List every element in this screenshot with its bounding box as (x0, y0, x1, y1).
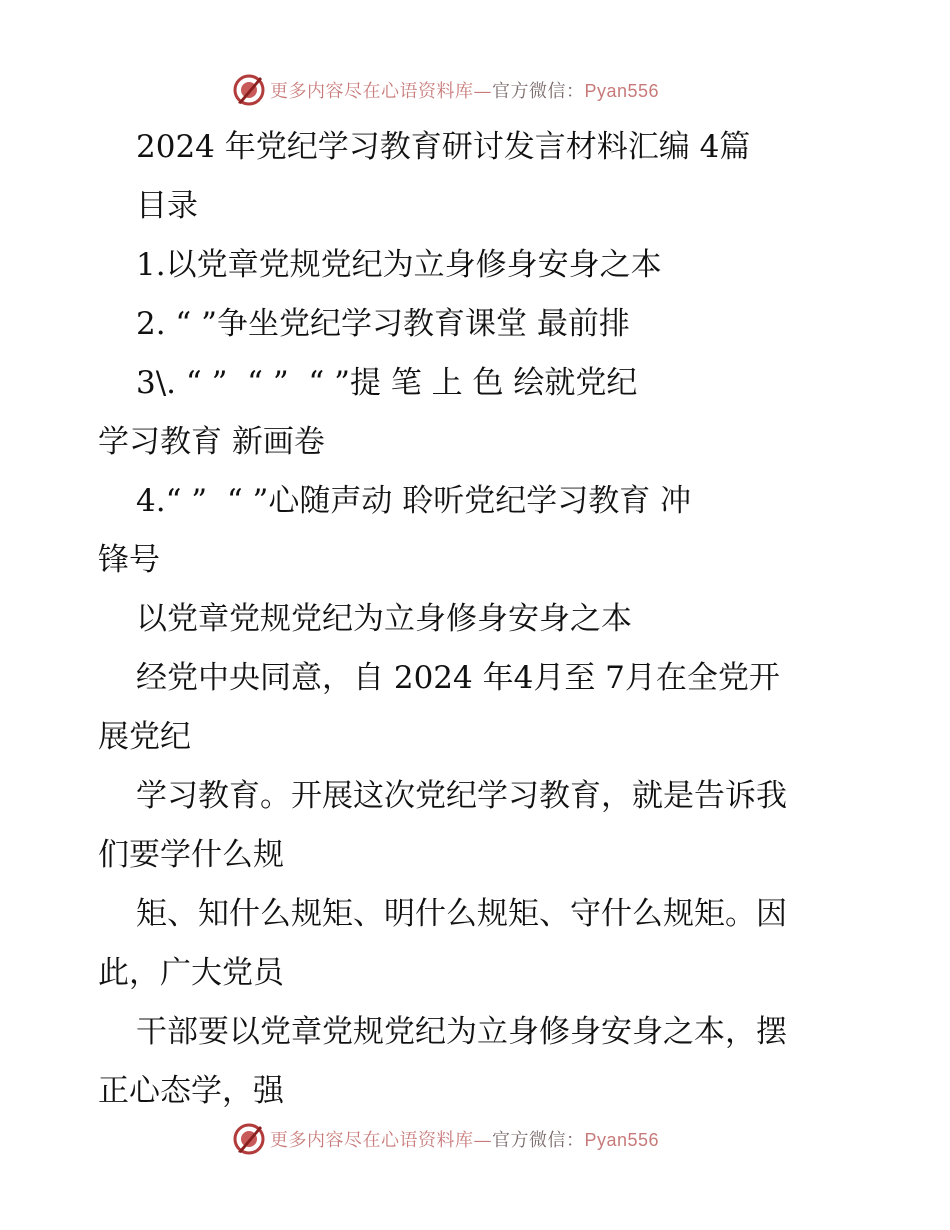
document-body (98, 118, 858, 1121)
text-line: 展党纪 (98, 719, 191, 755)
text-line: 们要学什么规 (98, 837, 284, 873)
watermark-dash: — (473, 81, 492, 102)
watermark-wechat-id: Pyan556 (584, 81, 660, 101)
text-line: 目录 (136, 188, 198, 224)
quill-logo-icon (232, 1122, 266, 1156)
watermark-brand: 更多内容尽在心语资料库 (270, 81, 474, 102)
watermark-footer (232, 1119, 659, 1159)
text-line: 经党中央同意，自 2024 年4月至 7月在全党开 (136, 660, 780, 696)
watermark-header (232, 70, 659, 110)
text-line: 3\. “ ” “ ” “ ”提 笔 上 色 绘就党纪 (136, 365, 638, 401)
text-line: 4.“ ” “ ”心随声动 聆听党纪学习教育 冲 (136, 483, 692, 519)
text-line: 正心态学，强 (98, 1073, 284, 1109)
watermark-dash: — (473, 1130, 492, 1151)
text-line: 1.以党章党规党纪为立身修身安身之本 (136, 247, 662, 283)
text-line: 锋号 (98, 542, 160, 578)
quill-logo-icon (232, 73, 266, 107)
watermark-wechat-label: 官方微信： (492, 1130, 585, 1151)
text-line: 学习教育。开展这次党纪学习教育，就是告诉我 (136, 778, 787, 814)
text-line: 此，广大党员 (98, 955, 284, 991)
text-line: 学习教育 新画卷 (98, 424, 325, 460)
watermark-wechat-id: Pyan556 (584, 1130, 660, 1150)
text-line: 以党章党规党纪为立身修身安身之本 (136, 601, 632, 637)
watermark-wechat-label: 官方微信： (492, 81, 585, 102)
text-line: 2024 年党纪学习教育研讨发言材料汇编 4篇 (136, 129, 751, 165)
text-line: 干部要以党章党规党纪为立身修身安身之本，摆 (136, 1014, 787, 1050)
text-line: 2. “ ”争坐党纪学习教育课堂 最前排 (136, 306, 630, 342)
watermark-brand: 更多内容尽在心语资料库 (270, 1130, 474, 1151)
text-line: 矩、知什么规矩、明什么规矩、守什么规矩。因 (136, 896, 787, 932)
